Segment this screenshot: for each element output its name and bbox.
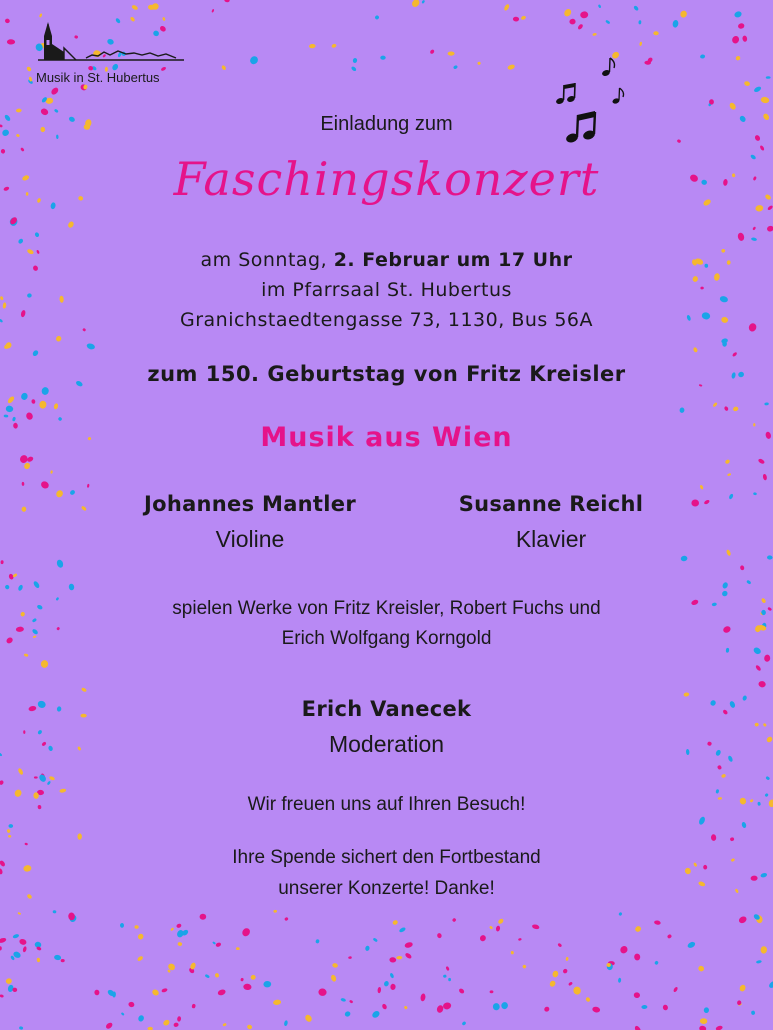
confetti-dot bbox=[243, 983, 252, 990]
confetti-dot bbox=[137, 955, 144, 962]
event-date: 2. Februar um 17 Uhr bbox=[333, 249, 573, 271]
confetti-dot bbox=[37, 958, 41, 963]
confetti-dot bbox=[383, 980, 389, 987]
moderator bbox=[0, 697, 773, 758]
confetti-dot bbox=[0, 946, 2, 950]
confetti-dot bbox=[667, 934, 672, 939]
confetti-dot bbox=[699, 1025, 707, 1030]
confetti-dot bbox=[20, 392, 28, 401]
confetti-dot bbox=[392, 919, 399, 925]
confetti-dot bbox=[50, 470, 53, 474]
moderator-role: Moderation bbox=[328, 731, 445, 757]
confetti-dot bbox=[461, 1021, 466, 1026]
confetti-dot bbox=[246, 1024, 252, 1030]
confetti-dot bbox=[762, 474, 767, 481]
confetti-dot bbox=[56, 559, 64, 569]
confetti-dot bbox=[619, 945, 629, 955]
confetti-dot bbox=[448, 978, 451, 981]
confetti-dot bbox=[21, 506, 26, 512]
confetti-dot bbox=[740, 565, 745, 571]
confetti-dot bbox=[458, 988, 465, 995]
confetti-dot bbox=[55, 335, 62, 343]
confetti-dot bbox=[81, 505, 87, 511]
confetti-dot bbox=[503, 3, 510, 11]
confetti-dot bbox=[717, 765, 722, 771]
confetti-dot bbox=[448, 51, 455, 55]
confetti-dot bbox=[41, 386, 50, 395]
confetti-dot bbox=[421, 0, 425, 4]
confetti-dot bbox=[741, 821, 747, 828]
confetti-dot bbox=[760, 946, 767, 954]
confetti-dot bbox=[19, 454, 29, 464]
confetti-dot bbox=[722, 581, 729, 589]
confetti-dot bbox=[404, 1005, 408, 1010]
confetti-dot bbox=[697, 965, 705, 973]
event-address: Granichstaedtengasse 73, 1130, Bus 56A bbox=[179, 309, 594, 331]
confetti-dot bbox=[518, 938, 522, 941]
confetti-dot bbox=[173, 1022, 179, 1027]
confetti-dot bbox=[137, 933, 144, 940]
confetti-dot bbox=[753, 85, 762, 93]
confetti-dot bbox=[215, 942, 222, 948]
confetti-dot bbox=[552, 970, 559, 978]
confetti-dot bbox=[592, 1006, 601, 1013]
confetti-dot bbox=[532, 924, 540, 930]
confetti-dot bbox=[4, 18, 10, 24]
confetti-dot bbox=[0, 780, 4, 786]
confetti-dot bbox=[751, 1010, 756, 1015]
confetti-dot bbox=[284, 917, 289, 922]
confetti-dot bbox=[22, 482, 25, 486]
confetti-dot bbox=[562, 968, 568, 974]
performer-piano bbox=[401, 492, 701, 553]
confetti-dot bbox=[344, 1010, 351, 1017]
event-details bbox=[0, 245, 773, 335]
confetti-dot bbox=[365, 945, 370, 951]
confetti-dot bbox=[490, 990, 494, 993]
program-title: Musik aus Wien bbox=[260, 422, 513, 453]
confetti-dot bbox=[332, 963, 338, 969]
confetti-dot bbox=[727, 473, 731, 477]
confetti-dot bbox=[6, 829, 10, 834]
confetti-dot bbox=[19, 1026, 24, 1030]
confetti-dot bbox=[38, 773, 47, 783]
confetti-dot bbox=[34, 232, 40, 238]
confetti-dot bbox=[693, 347, 699, 353]
confetti-dot bbox=[758, 458, 766, 465]
confetti-dot bbox=[680, 555, 687, 561]
confetti-dot bbox=[549, 980, 557, 988]
confetti-dot bbox=[672, 20, 679, 28]
confetti-dot bbox=[585, 996, 591, 1002]
confetti-dot bbox=[605, 20, 610, 25]
confetti-dot bbox=[390, 984, 396, 991]
confetti-dot bbox=[639, 41, 642, 46]
confetti-dot bbox=[68, 583, 74, 590]
performer-role: Klavier bbox=[515, 526, 587, 552]
confetti-dot bbox=[224, 0, 230, 3]
confetti-dot bbox=[380, 56, 385, 60]
confetti-dot bbox=[700, 1018, 708, 1024]
confetti-dot bbox=[170, 927, 174, 931]
confetti-dot bbox=[8, 835, 12, 838]
confetti-dot bbox=[61, 959, 65, 962]
confetti-dot bbox=[351, 66, 357, 72]
confetti-dot bbox=[128, 1001, 135, 1008]
confetti-dot bbox=[1, 560, 4, 564]
confetti-dot bbox=[200, 914, 207, 920]
confetti-dot bbox=[215, 973, 220, 978]
confetti-dot bbox=[0, 937, 7, 944]
confetti-dot bbox=[477, 62, 481, 66]
confetti-dot bbox=[751, 237, 757, 241]
confetti-dot bbox=[137, 1014, 145, 1022]
confetti-dot bbox=[557, 943, 562, 948]
confetti-dot bbox=[94, 989, 100, 995]
confetti-dot bbox=[452, 918, 457, 923]
confetti-dot bbox=[489, 926, 493, 930]
confetti-dot bbox=[176, 923, 182, 929]
confetti-dot bbox=[205, 974, 211, 979]
confetti-dot bbox=[618, 912, 622, 916]
confetti-dot bbox=[236, 947, 240, 950]
confetti-dot bbox=[731, 35, 740, 45]
confetti-dot bbox=[352, 58, 357, 64]
confetti-dot bbox=[211, 9, 214, 13]
confetti-dot bbox=[0, 994, 4, 998]
donation-line-1: Ihre Spende sichert den Fortbestand bbox=[232, 847, 541, 868]
confetti-dot bbox=[5, 978, 12, 985]
confetti-dot bbox=[712, 402, 717, 408]
confetti-dot bbox=[50, 86, 60, 96]
confetti-dot bbox=[577, 23, 584, 30]
confetti-dot bbox=[443, 974, 447, 978]
concert-title: Faschingskonzert bbox=[173, 152, 600, 206]
confetti-dot bbox=[23, 462, 31, 470]
confetti-dot bbox=[737, 22, 745, 29]
confetti-dot bbox=[764, 654, 771, 662]
confetti-dot bbox=[634, 925, 642, 933]
confetti-dot bbox=[67, 220, 75, 228]
confetti-dot bbox=[121, 1012, 125, 1016]
confetti-dot bbox=[69, 489, 76, 496]
confetti-dot bbox=[221, 65, 227, 71]
confetti-dot bbox=[703, 499, 710, 505]
confetti-dot bbox=[17, 584, 23, 591]
confetti-dot bbox=[704, 1007, 710, 1013]
confetti-dot bbox=[217, 989, 226, 997]
confetti-dot bbox=[453, 65, 458, 70]
confetti-dot bbox=[732, 406, 738, 412]
confetti-dot bbox=[492, 1002, 500, 1011]
confetti-dot bbox=[766, 76, 771, 79]
confetti-dot bbox=[54, 954, 62, 960]
confetti-dot bbox=[764, 402, 769, 405]
confetti-dot bbox=[373, 937, 379, 942]
confetti-dot bbox=[592, 33, 597, 37]
confetti-dot bbox=[53, 910, 57, 913]
confetti-dot bbox=[442, 1002, 452, 1011]
confetti-dot bbox=[318, 988, 327, 997]
church-skyline-icon bbox=[36, 18, 186, 68]
confetti-dot bbox=[59, 788, 66, 793]
confetti-dot bbox=[389, 957, 396, 963]
confetti-dot bbox=[724, 459, 730, 465]
confetti-dot bbox=[162, 1019, 170, 1027]
confetti-dot bbox=[315, 939, 320, 944]
confetti-dot bbox=[263, 981, 271, 988]
confetti-dot bbox=[404, 952, 412, 960]
date-prefix: am Sonntag, bbox=[200, 249, 334, 271]
confetti-dot bbox=[520, 15, 526, 20]
confetti-dot bbox=[404, 941, 413, 948]
confetti-dot bbox=[580, 11, 589, 19]
confetti-dot bbox=[151, 988, 160, 996]
event-venue: im Pfarrsaal St. Hubertus bbox=[261, 279, 512, 301]
confetti-dot bbox=[12, 933, 19, 939]
confetti-dot bbox=[522, 964, 527, 969]
confetti-dot bbox=[58, 417, 63, 422]
confetti-dot bbox=[765, 776, 770, 781]
confetti-dot bbox=[349, 1000, 353, 1004]
confetti-dot bbox=[711, 834, 717, 841]
confetti-dot bbox=[19, 938, 28, 946]
confetti-dot bbox=[309, 44, 316, 49]
confetti-dot bbox=[513, 17, 519, 22]
confetti-dot bbox=[248, 55, 259, 66]
confetti-dot bbox=[8, 824, 13, 828]
confetti-dot bbox=[34, 776, 38, 778]
confetti-dot bbox=[40, 659, 49, 668]
donation-note bbox=[0, 842, 773, 904]
confetti-dot bbox=[53, 403, 58, 410]
confetti-dot bbox=[47, 781, 51, 786]
confetti-dot bbox=[739, 984, 747, 993]
confetti-dot bbox=[673, 986, 679, 992]
invitation-intro: Einladung zum bbox=[320, 113, 453, 135]
confetti-dot bbox=[569, 18, 576, 24]
confetti-dot bbox=[31, 399, 35, 404]
confetti-dot bbox=[568, 981, 573, 986]
confetti-dot bbox=[374, 15, 380, 20]
confetti-dot bbox=[40, 480, 50, 490]
confetti-dot bbox=[495, 925, 500, 932]
confetti-dot bbox=[607, 963, 611, 967]
confetti-dot bbox=[543, 1006, 550, 1013]
confetti-dot bbox=[161, 988, 168, 993]
confetti-dot bbox=[49, 776, 56, 781]
moderator-name: Erich Vanecek bbox=[301, 697, 472, 721]
confetti-dot bbox=[134, 925, 138, 929]
confetti-dot bbox=[377, 987, 381, 994]
confetti-dot bbox=[766, 225, 773, 232]
confetti-dot bbox=[733, 10, 742, 18]
confetti-dot bbox=[331, 43, 337, 48]
confetti-dot bbox=[737, 232, 745, 242]
confetti-dot bbox=[742, 35, 748, 42]
confetti-dot bbox=[759, 145, 765, 151]
confetti-dot bbox=[348, 956, 352, 959]
confetti-dot bbox=[177, 942, 182, 947]
confetti-dot bbox=[634, 1025, 642, 1030]
confetti-dot bbox=[420, 993, 426, 1001]
confetti-dot bbox=[399, 927, 407, 934]
confetti-dot bbox=[436, 1004, 444, 1013]
confetti-dot bbox=[732, 352, 738, 358]
confetti-dot bbox=[677, 139, 682, 144]
confetti-dot bbox=[396, 956, 402, 960]
confetti-dot bbox=[222, 1023, 227, 1027]
confetti-dot bbox=[340, 998, 346, 1003]
confetti-dot bbox=[715, 1025, 723, 1030]
confetti-dot bbox=[330, 974, 337, 982]
confetti-dot bbox=[240, 978, 244, 982]
confetti-dot bbox=[724, 406, 729, 412]
confetti-dot bbox=[634, 953, 641, 960]
confetti-dot bbox=[501, 1001, 509, 1009]
confetti-dot bbox=[7, 39, 15, 44]
performer-role: Violine bbox=[215, 526, 285, 552]
confetti-dot bbox=[17, 768, 24, 776]
event-date-line bbox=[0, 245, 773, 275]
confetti-dot bbox=[721, 773, 726, 778]
logo-text: Musik in St. Hubertus bbox=[36, 70, 160, 85]
confetti-dot bbox=[284, 1020, 289, 1026]
confetti-dot bbox=[120, 923, 124, 928]
confetti-dot bbox=[753, 492, 757, 495]
confetti-dot bbox=[633, 992, 640, 998]
confetti-dot bbox=[105, 1021, 114, 1029]
confetti-dot bbox=[654, 920, 661, 925]
confetti-dot bbox=[445, 966, 449, 971]
confetti-dot bbox=[17, 238, 24, 245]
performer-name: Susanne Reichl bbox=[458, 492, 644, 516]
confetti-dot bbox=[738, 915, 748, 924]
confetti-dot bbox=[25, 411, 34, 420]
confetti-dot bbox=[32, 349, 40, 357]
confetti-dot bbox=[191, 1004, 195, 1009]
confetti-dot bbox=[767, 555, 773, 559]
confetti-dot bbox=[638, 20, 641, 24]
confetti-dot bbox=[381, 1003, 387, 1010]
works-line-1: spielen Werke von Fritz Kreisler, Robert Fuchs und bbox=[172, 598, 601, 619]
confetti-dot bbox=[250, 974, 256, 980]
confetti-dot bbox=[641, 1005, 647, 1009]
confetti-dot bbox=[273, 910, 277, 913]
welcome-text: Wir freuen uns auf Ihren Besuch! bbox=[247, 794, 526, 815]
confetti-dot bbox=[746, 580, 751, 585]
confetti-dot bbox=[756, 960, 762, 964]
confetti-dot bbox=[563, 8, 573, 18]
confetti-dot bbox=[687, 941, 697, 949]
confetti-dot bbox=[598, 4, 602, 8]
confetti-dot bbox=[758, 680, 766, 688]
confetti-dot bbox=[437, 933, 443, 939]
confetti-dot bbox=[81, 687, 87, 693]
confetti-dot bbox=[752, 226, 756, 230]
confetti-dot bbox=[497, 918, 504, 925]
confetti-dot bbox=[721, 338, 729, 344]
confetti-dot bbox=[5, 405, 13, 412]
confetti-dot bbox=[389, 972, 394, 978]
confetti-dot bbox=[429, 49, 435, 55]
confetti-dot bbox=[730, 837, 735, 842]
confetti-dot bbox=[699, 485, 703, 490]
confetti-dot bbox=[241, 927, 252, 938]
confetti-dot bbox=[507, 64, 516, 71]
confetti-dot bbox=[744, 80, 751, 86]
confetti-dot bbox=[304, 1014, 313, 1024]
confetti-dot bbox=[653, 31, 658, 35]
confetti-dot bbox=[273, 999, 282, 1005]
confetti-dot bbox=[698, 816, 706, 826]
confetti-dot bbox=[55, 489, 64, 499]
confetti-dot bbox=[4, 414, 9, 417]
confetti-dot bbox=[728, 493, 734, 500]
confetti-dot bbox=[679, 407, 685, 413]
confetti-dot bbox=[131, 4, 139, 11]
performer-violin bbox=[100, 492, 400, 553]
confetti-dot bbox=[728, 102, 737, 111]
confetti-dot bbox=[87, 484, 90, 488]
occasion-heading: zum 150. Geburtstag von Fritz Kreisler bbox=[147, 362, 626, 386]
confetti-dot bbox=[618, 978, 622, 983]
confetti-dot bbox=[7, 395, 16, 404]
confetti-dot bbox=[177, 1016, 181, 1022]
works-line-2: Erich Wolfgang Korngold bbox=[281, 628, 492, 649]
confetti-dot bbox=[735, 55, 741, 61]
confetti-dot bbox=[4, 584, 10, 590]
confetti-dot bbox=[86, 342, 96, 350]
works-description bbox=[0, 594, 773, 654]
confetti-dot bbox=[39, 400, 47, 409]
confetti-dot bbox=[679, 10, 688, 19]
confetti-dot bbox=[633, 5, 639, 11]
confetti-dot bbox=[760, 96, 769, 104]
confetti-dot bbox=[479, 934, 487, 942]
performer-name: Johannes Mantler bbox=[144, 492, 356, 516]
confetti-dot bbox=[33, 580, 41, 589]
confetti-dot bbox=[212, 941, 216, 945]
confetti-dot bbox=[411, 0, 421, 8]
confetti-dot bbox=[371, 1010, 381, 1019]
confetti-dot bbox=[573, 986, 581, 995]
confetti-dot bbox=[768, 980, 773, 989]
confetti-dot bbox=[662, 1004, 668, 1011]
confetti-dot bbox=[39, 13, 43, 18]
confetti-dot bbox=[12, 417, 16, 422]
donation-line-2: unserer Konzerte! Danke! bbox=[278, 878, 495, 899]
confetti-dot bbox=[565, 957, 568, 961]
confetti-dot bbox=[77, 833, 82, 840]
confetti-dot bbox=[726, 549, 732, 556]
confetti-dot bbox=[654, 960, 659, 965]
confetti-dot bbox=[22, 946, 27, 953]
confetti-dot bbox=[17, 912, 21, 915]
confetti-dot bbox=[26, 66, 32, 72]
confetti-dot bbox=[755, 664, 762, 671]
logo bbox=[36, 18, 186, 85]
confetti-dot bbox=[700, 54, 706, 59]
confetti-dot bbox=[511, 951, 514, 955]
